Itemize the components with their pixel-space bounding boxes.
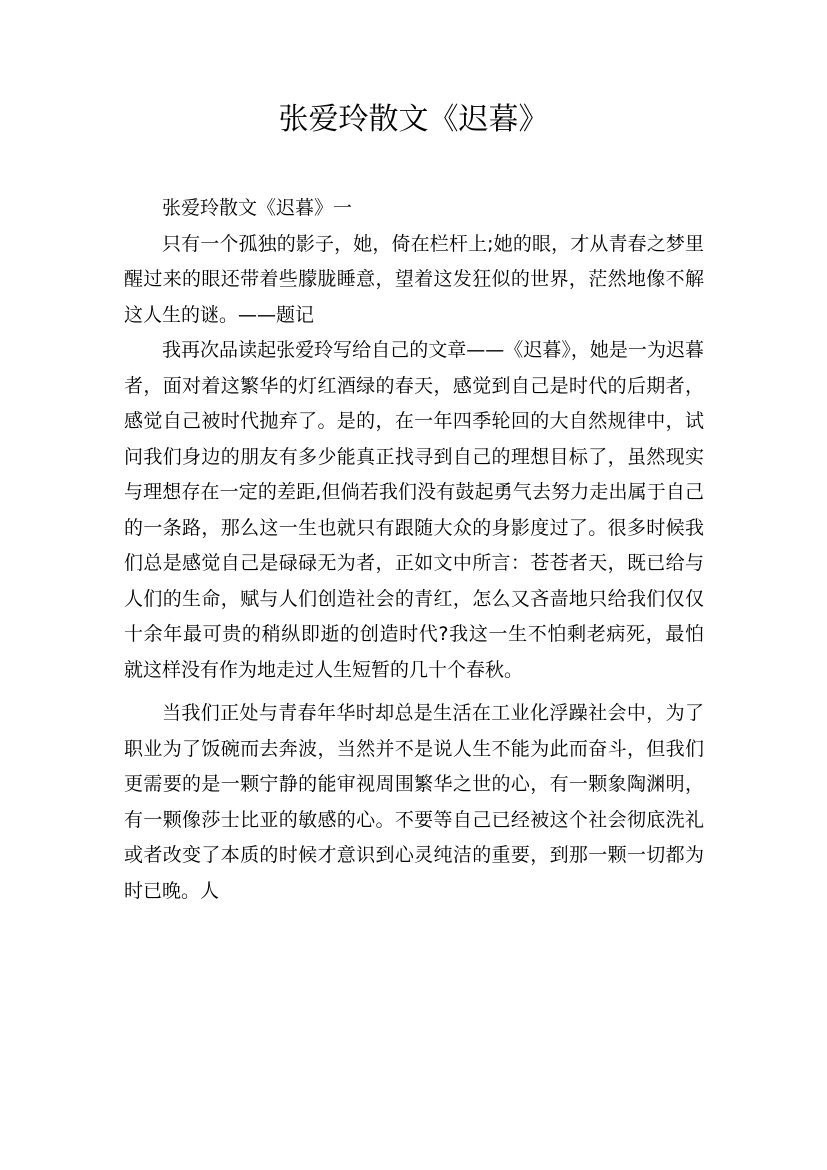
paragraph-subtitle: 张爱玲散文《迟暮》一	[162, 197, 353, 219]
document-body	[124, 191, 704, 909]
paragraph-body: 我再次品读起张爱玲写给自己的文章——《迟暮》，她是一为迟暮者，面对着这繁华的灯红酒绿的春天，感觉到自己是时代的后期者，感觉自己被时代抛弃了。是的，在一年四季轮回的大自然规律中，试问我们身边的朋友有多少能真正找寻到自己的理想目标了，虽然现实与理想存在一定的差距,但倘若我们没有鼓起勇气去努力走出属于自己的一条路，那么这一生也就只有跟随大众的身影度过了。很多时候我们总是感觉自己是碌碌无为者，正如文中所言：苍苍者天，既已给与人们的生命，赋与人们创造社会的青红，怎么又吝啬地只给我们仅仅十余年最可贵的稍纵即逝的创造时代?我这一生不怕剩老病死，最怕就这样没有作为地走过人生短暂的几十个春秋。	[124, 339, 704, 681]
paragraph-body: 当我们正处与青春年华时却总是生活在工业化浮躁社会中，为了职业为了饭碗而去奔波，当然并不是说人生不能为此而奋斗，但我们更需要的是一颗宁静的能审视周围繁华之世的心，有一颗象陶渊明，有一颗像莎士比亚的敏感的心。不要等自己已经被这个社会彻底洗礼或者改变了本质的时候才意识到心灵纯洁的重要，到那一颗一切都为时已晚。人	[124, 702, 704, 902]
paragraph-epigraph: 只有一个孤独的影子，她，倚在栏杆上;她的眼，才从青春之梦里醒过来的眼还带着些朦胧睡意，望着这发狂似的世界，茫然地像不解这人生的谜。——题记	[124, 232, 704, 326]
document-title: 张爱玲散文《迟暮》	[278, 102, 549, 137]
